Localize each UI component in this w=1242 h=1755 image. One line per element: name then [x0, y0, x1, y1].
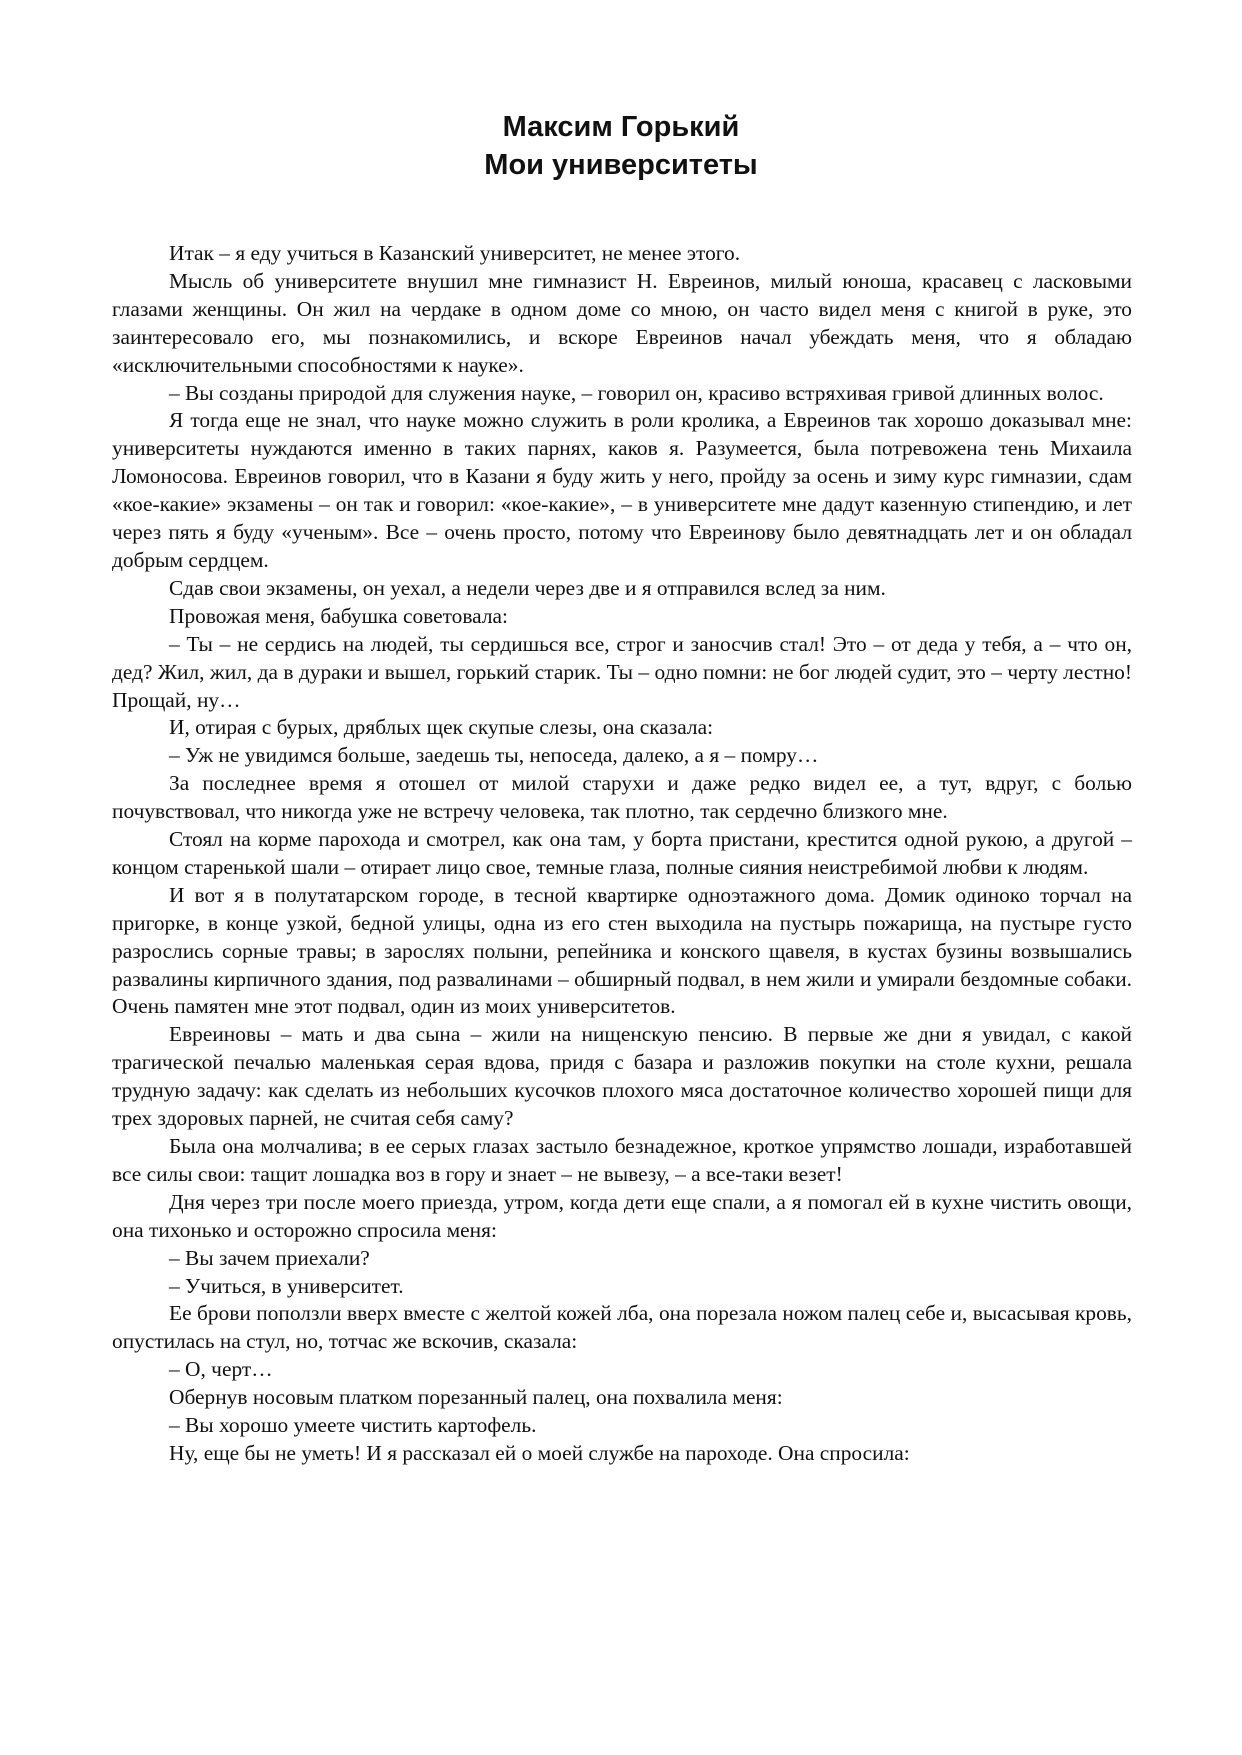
paragraph: Ее брови поползли вверх вместе с желтой кожей лба, она порезала ножом палец себе и, высасывая кровь, опустилась на стул, но, тотчас же вскочив, сказала: [112, 1301, 1132, 1354]
author-heading: Максим Горький [502, 111, 740, 143]
paragraph: – Уж не увидимся больше, заедешь ты, непоседа, далеко, а я – помру… [169, 743, 819, 768]
paragraph: Стоял на корме парохода и смотрел, как она там, у борта пристани, крестится одной рукою, а другой – концом старенькой шали – отирает лицо свое, темные глаза, полные сияния неистребимой любви к людям. [112, 827, 1132, 879]
paragraph: Обернув носовым платком порезанный палец, она похвалила меня: [169, 1385, 783, 1410]
paragraph: Ну, еще бы не уметь! И я рассказал ей о моей службе на пароходе. Она спросила: [169, 1440, 910, 1465]
paragraph: – Ты – не сердись на людей, ты сердишься все, строг и заносчив стал! Это – от деда у тебя, а – что он, дед? Жил, жил, да в дураки и вышел, горький старик. Ты – одно помни: не бог людей судит, это – черту лестно! Прощай, ну… [112, 631, 1132, 712]
paragraph: Итак – я еду учиться в Казанский университет, не менее этого. [169, 241, 741, 265]
paragraph: За последнее время я отошел от милой старухи и даже редко видел ее, а тут, вдруг, с болью почувствовал, что никогда уже не встречу человека, так плотно, так сердечно близкого мне. [112, 771, 1132, 824]
paragraph: – Учиться, в университет. [169, 1273, 404, 1298]
paragraph: Сдав свои экзамены, он уехал, а недели через две и я отправился вслед за ним. [169, 575, 886, 600]
paragraph: Я тогда еще не знал, что науке можно служить в роли кролика, а Евреинов так хорошо доказывал мне: университеты нуждаются именно в таких парнях, каков я. Разумеется, была потревожена тень Михаила Ломоносова. Евреинов говорил, что в Казани я буду жить у него, пройду за осень и зиму курс гимназии, сдам «кое-какие» экзамены – он так и говорил: «кое-какие», – в университете мне дадут казенную стипендию, и лет через пять я буду «ученым». Все – очень просто, потому что Евреинову было девятнадцать лет и он обладал добрым сердцем. [112, 408, 1132, 572]
paragraph: Евреиновы – мать и два сына – жили на нищенскую пенсию. В первые же дни я увидал, с какой трагической печалью маленькая серая вдова, придя с базара и разложив покупки на столе кухни, решала трудную задачу: как сделать из небольших кусочков плохого мяса достаточное количество хорошей пищи для трех здоровых парней, не считая себя саму? [112, 1022, 1132, 1131]
paragraph: – Вы хорошо умеете чистить картофель. [169, 1413, 537, 1438]
paragraph: Провожая меня, бабушка советовала: [169, 603, 508, 628]
paragraph: Дня через три после моего приезда, утром, когда дети еще спали, а я помогал ей в кухне чистить овощи, она тихонько и осторожно спросила меня: [112, 1189, 1132, 1242]
paragraph: Мысль об университете внушил мне гимназист Н. Евреинов, милый юноша, красавец с ласковыми глазами женщины. Он жил на чердаке в одном доме со мною, он часто видел меня с книгой в руке, это заинтересовало его, мы познакомились, и вскоре Евреинов начал убеждать меня, что я обладаю «исключительными способностями к науке». [112, 268, 1132, 377]
paragraph: И, отирая с бурых, дряблых щек скупые слезы, она сказала: [169, 715, 714, 740]
paragraph: – О, черт… [169, 1357, 273, 1382]
paragraph: – Вы созданы природой для служения науке, – говорил он, красиво встряхивая гривой длинных волос. [169, 380, 1104, 405]
body-text [112, 240, 1132, 1468]
paragraph: Была она молчалива; в ее серых глазах застыло безнадежное, кроткое упрямство лошади, изработавшей все силы свои: тащит лошадка воз в гору и знает – не вывезу, – а все-таки везет! [112, 1134, 1132, 1186]
paragraph: И вот я в полутатарском городе, в тесной квартирке одноэтажного дома. Домик одиноко торчал на пригорке, в конце узкой, бедной улицы, одна из его стен выходила на пустырь пожарища, на пустыре густо разрослись сорные травы; в зарослях полыни, репейника и конского щавеля, в кустах бузины возвышались развалины кирпичного здания, под развалинами – обширный подвал, в нем жили и умирали бездомные собаки. Очень памятен мне этот подвал, один из моих университетов. [112, 882, 1132, 1019]
title-block [0, 108, 1242, 184]
book-title-heading: Мои университеты [484, 149, 758, 181]
paragraph: – Вы зачем приехали? [169, 1245, 370, 1270]
